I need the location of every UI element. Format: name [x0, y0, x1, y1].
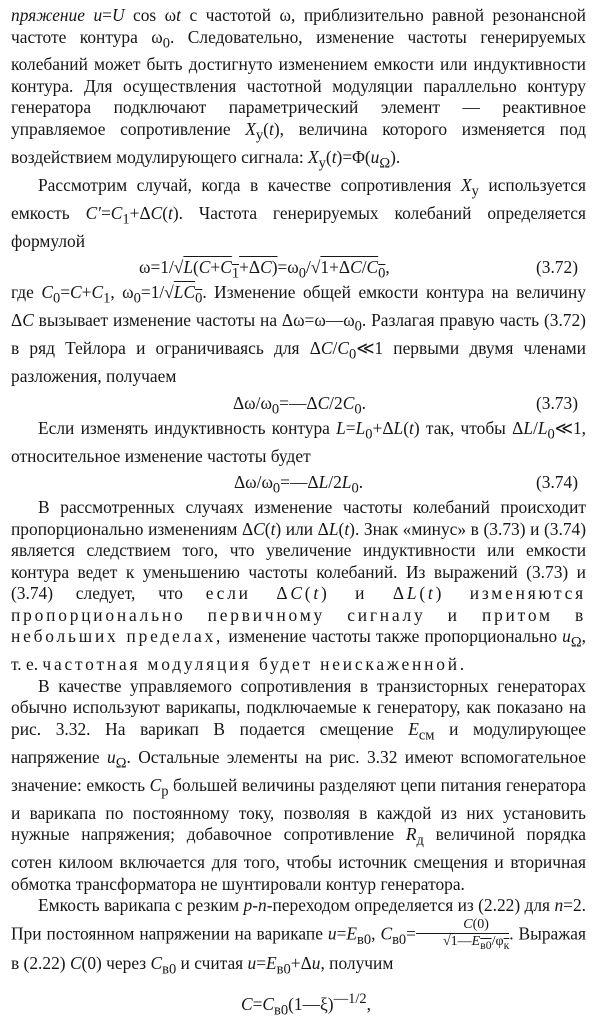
equation-3-72-number: (3.72): [535, 257, 578, 278]
paragraph-3: где $C_0=C+C_1$, $\omega_0=1/√LC_0$. Изменение общей емкости контура на величину ΔC вызывает изменение частоты на $\Delta\omega=\omega—\omega_0$. Разлагая правую часть (3.72) в ряд Тейлора и ограничиваясь для $\Delta C/C_0≪1$ первыми двумя членами разложения, получаем: [11, 282, 586, 387]
paragraph-7: Емкость варикапа с резким p-n-переходом определяется из (2.22) для n=2. При постоянном напряжении на варикапе $u=E_{в0}$, $C_{в0}=$ C(0) $√1—E_{в0}/\varphi_к$ . Выражая в (2.22) C(0) через $C_{в0}$ и считая $u=E_{в0}+\Delta u$, получим: [11, 895, 586, 978]
paragraph-5: В рассмотренных случаях изменение частоты колебаний происходит пропорционально изменениям ΔC(t) или ΔL(t). Знак «минус» в (3.73) и (3.74) является следствием того, что увеличение индуктивности или емкости контура ведет к уменьшению частоты колебаний. Из выражений (3.73) и (3.74) следует, что если ΔC(t) и ΔL(t) изменяются пропорционально первичному сигналу и притом в небольших пределах, изменение частоты также пропорционально $u_\Omega$, т. е. частотная модуляция будет неискаженной.: [11, 497, 587, 675]
equation-varicap-capacitance: [11, 987, 586, 1019]
equation-3-72-expression: $\omega=1/√L(C+C_1+\Delta C)=\omega_0/√1+\Delta C/C_0$,: [139, 257, 390, 282]
equation-3-74-number: (3.74): [535, 472, 578, 493]
emphasis-spaced-2: частотная модуляция будет неискаженной.: [42, 654, 467, 675]
equation-3-74: [11, 470, 586, 497]
equation-3-73-expression: $\Delta\omega/\omega_0=—\Delta C/2C_0$.: [233, 392, 366, 418]
equation-3-73-number: (3.73): [535, 392, 578, 413]
emphasis-spaced-1: если ΔC(t) и ΔL(t) изменяются пропорционально первичному сигналу и притом в небольших пределах,: [11, 583, 586, 647]
paragraph-6: В качестве управляемого сопротивления в транзисторных генераторах обычно используют варикапы, подключаемые к генератору, как показано на рис. 3.32. На варикап В подается смещение $E_{см}$ и модулирующее напряжение $u_\Omega$. Остальные элементы на рис. 3.32 имеют вспомогательное значение: емкость $C_р$ большей величины разделяют цепи питания генератора и варикапа по постоянному току, позволяя в каждой из них установить нужные напряжения; добавочное сопротивление $R_д$ величиной порядка сотен килоом включается для того, чтобы источник смещения и вторичная обмотка трансформатора не шунтировали контур генератора.: [11, 675, 586, 894]
equation-3-74-expression: $\Delta\omega/\omega_0=—\Delta L/2L_0$.: [234, 472, 364, 497]
paragraph-4: Если изменять индуктивность контура $L=L_0+\Delta L(t)$ так, чтобы $\Delta L/L_0≪1$, относительное изменение частоты будет: [11, 417, 586, 466]
paragraph-2: Рассмотрим случай, когда в качестве сопротивления $X_у$ используется емкость $C'=C_1+\Delta C(t)$. Частота генерируемых колебаний определяется формулой: [11, 174, 586, 251]
paragraph-1: пряжение u=U cos ωt с частотой ω, приблизительно равной резонансной частоте контура $\omega_0$. Следовательно, изменение частоты генерируемых колебаний может быть достигнуто изменением емкости или индуктивности контура. Для осуществления частотной модуляции параллельно контуру генератора подключают параметрический элемент — реактивное управляемое сопротивление $X_у(t)$, величина которого изменяется под воздействием модулирующего сигнала: $X_у(t)=\Phi(u_\Omega)$.: [11, 5, 587, 172]
equation-3-72: [11, 255, 586, 282]
equation-3-73: [11, 391, 586, 418]
equation-varicap-expression: $C=C_{в0}(1—\xi)^{—1/2}$,: [241, 991, 371, 1019]
